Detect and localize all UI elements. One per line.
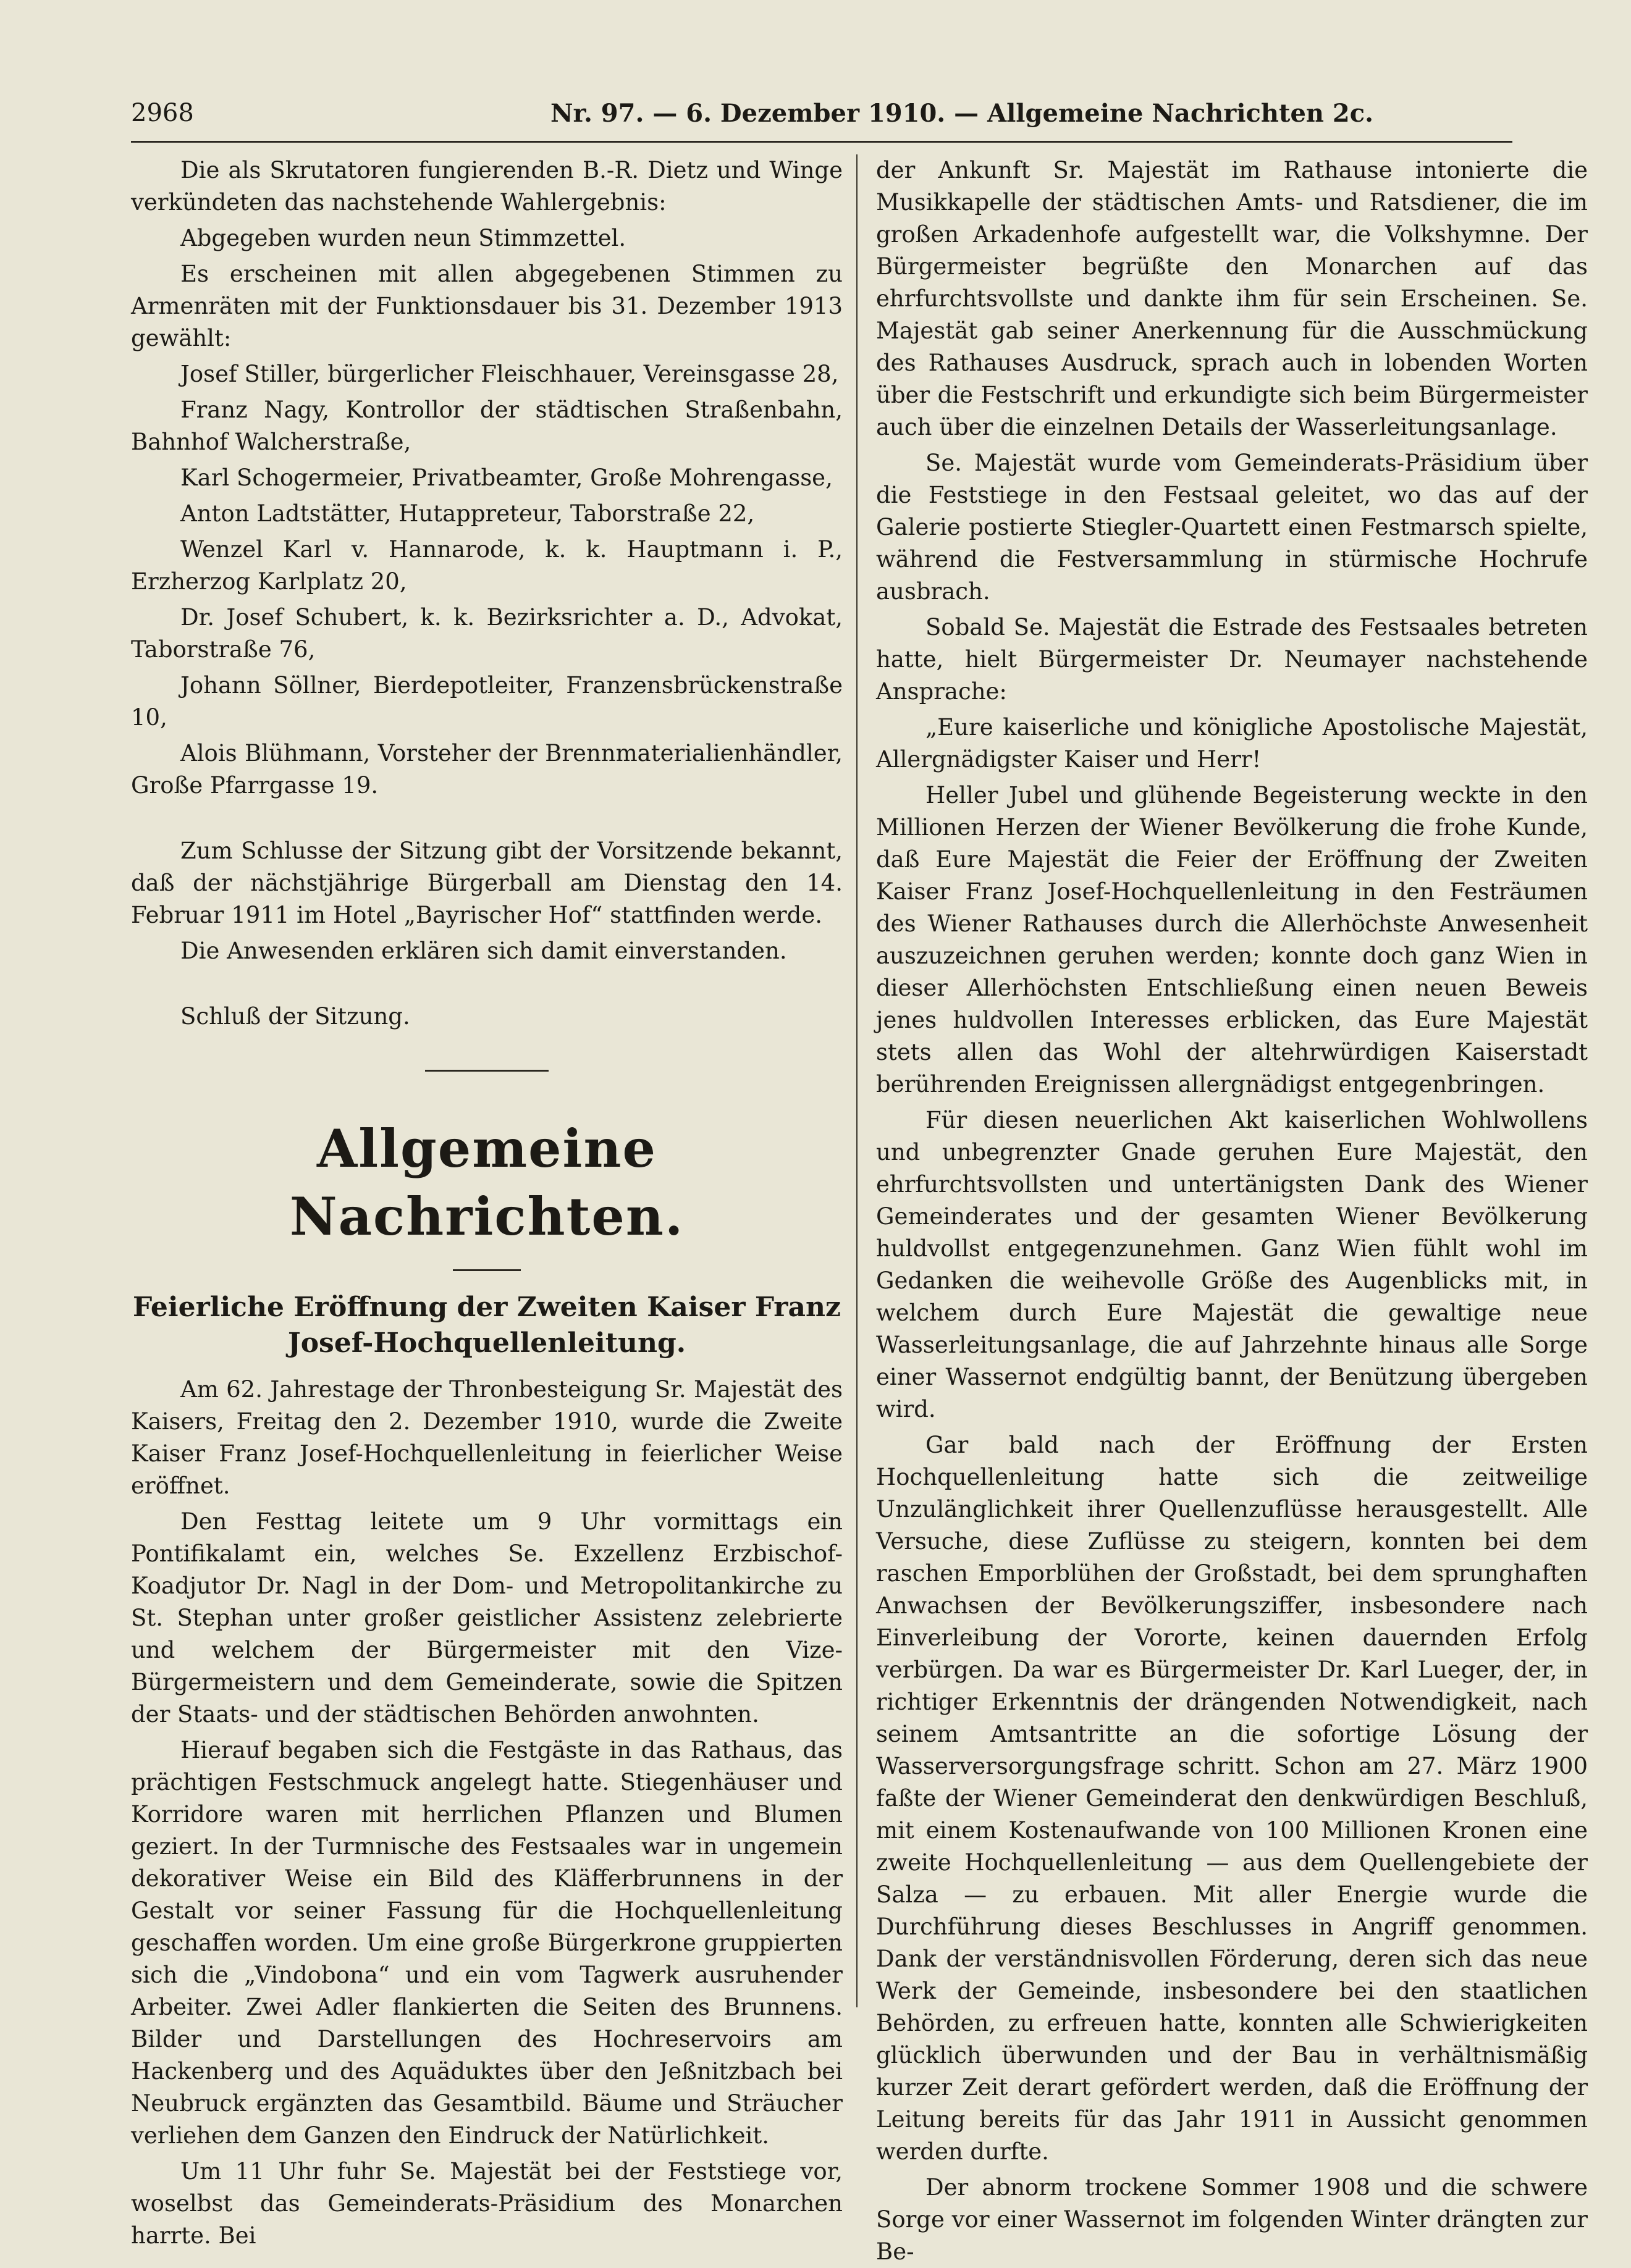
paragraph: Für diesen neuerlichen Akt kaiserlichen Wohlwollens und unbegrenzter Gnade geruhen Eure Majestät, den ehrfurchtsvollsten und untertänigsten Dank des Wiener Gemeinderates und der gesamten Wiener Bevölkerung huldvollst entgegenzunehmen. Ganz Wien fühlt wohl im Gedanken die weihevolle Größe des Augenblicks mit, in welchem durch Eure Majestät die gewaltige neue Wasserleitungsanlage, die auf Jahrzehnte hinaus alle Sorge einer Wassernot endgültig bannt, der Benützung übergeben wird. <box>876 1107 1588 1422</box>
paragraph: Am 62. Jahrestage der Thronbesteigung Sr. Majestät des Kaisers, Freitag den 2. Dezember 1910, wurde die Zweite Kaiser Franz Josef-Hochquellenleitung in feierlicher Weise eröffnet. <box>131 1376 843 1499</box>
page-number: 2968 <box>131 99 194 127</box>
election-entry: Karl Schogermeier, Privatbeamter, Große Mohrengasse, <box>180 464 833 491</box>
article-title: Feierliche Eröffnung der Zweiten Kaiser Franz Josef-Hochquellenleitung. <box>133 1292 841 1359</box>
election-entry: Josef Stiller, bürgerlicher Fleischhauer, Vereinsgasse 28, <box>180 361 839 387</box>
section-divider <box>425 1070 549 1072</box>
election-entry: Franz Nagy, Kontrollor der städtischen Straßenbahn, Bahnhof Walcherstraße, <box>131 397 843 455</box>
title-rule <box>453 1269 521 1271</box>
paragraph: Heller Jubel und glühende Begeisterung weckte in den Millionen Herzen der Wiener Bevölkerung die frohe Kunde, daß Eure Majestät die Feier der Eröffnung der Zweiten Kaiser Franz Josef-Hochquellenleitung in den Festräumen des Wiener Rathauses durch die Allerhöchste Anwesenheit auszuzeichnen geruhen werden; konnte doch ganz Wien in dieser Allerhöchsten Entschließung einen neuen Beweis jenes huldvollen Interesses erblicken, das Eure Majestät stets allen das Wohl der altehrwürdigen Kaiserstadt berührenden Ereignissen allergnädigst entgegenbringen. <box>876 782 1588 1098</box>
spacer <box>131 805 843 835</box>
speech-salutation: „Eure kaiserliche und königliche Apostolische Majestät, Allergnädigster Kaiser und Herr! <box>876 714 1588 773</box>
section-title: Allgemeine Nachrichten. <box>289 1118 685 1247</box>
election-entry: Dr. Josef Schubert, k. k. Bezirksrichter a. D., Advokat, Taborstraße 76, <box>131 604 843 663</box>
running-head: Nr. 97. — 6. Dezember 1910. — Allgemeine Nachrichten 2c. <box>550 99 1374 128</box>
election-entry: Alois Blühmann, Vorsteher der Brennmaterialienhändler, Große Pfarrgasse 19. <box>131 740 843 799</box>
header-rule <box>131 141 1512 143</box>
paragraph: Den Festtag leitete um 9 Uhr vormittags ein Pontifikalamt ein, welches Se. Exzellenz Erzbischof-Koadjutor Dr. Nagl in der Dom- und Metropolitankirche zu St. Stephan unter großer geistlicher Assistenz zelebrierte und welchem der Bürgermeister mit den Vize-Bürgermeistern und dem Gemeinderate, sowie die Spitzen der Staats- und der städtischen Behörden anwohnten. <box>131 1508 843 1728</box>
column-divider <box>856 154 858 2007</box>
page-header <box>131 99 1512 136</box>
paragraph: der Ankunft Sr. Majestät im Rathause intonierte die Musikkapelle der städtischen Amts- und Ratsdiener, die im großen Arkadenhofe aufgestellt war, die Volkshymne. Der Bürgermeister begrüßte den Monarchen auf das ehrfurchtsvollste und dankte ihm für sein Erscheinen. Se. Majestät gab seiner Anerkennung für die Ausschmückung des Rathauses Ausdruck, sprach auch in lobenden Worten über die Festschrift und erkundigte sich beim Bürgermeister auch über die einzelnen Details der Wasserleitungsanlage. <box>876 157 1588 440</box>
election-entry: Anton Ladtstätter, Hutappreteur, Taborstraße 22, <box>180 500 755 527</box>
paragraph: Abgegeben wurden neun Stimmzettel. <box>180 225 626 251</box>
election-entry: Johann Söllner, Bierdepotleiter, Franzensbrückenstraße 10, <box>131 672 843 731</box>
paragraph: Schluß der Sitzung. <box>180 1003 410 1030</box>
paragraph: Gar bald nach der Eröffnung der Ersten Hochquellenleitung hatte sich die zeitweilige Unzulänglichkeit ihrer Quellenzuflüsse herausgestellt. Alle Versuche, diese Zuflüsse zu steigern, konnten bei dem raschen Emporblühen der Großstadt, bei dem sprunghaften Anwachsen der Bevölkerungsziffer, insbesondere nach Einverleibung der Vororte, keinen dauernden Erfolg verbürgen. Da war es Bürgermeister Dr. Karl Lueger, der, in richtiger Erkenntnis der drängenden Notwendigkeit, nach seinem Amtsantritte an die sofortige Lösung der Wasserversorgungsfrage schritt. Schon am 27. März 1900 faßte der Wiener Gemeinderat den denkwürdigen Beschluß, mit einem Kostenaufwande von 100 Millionen Kronen eine zweite Hochquellenleitung — aus dem Quellengebiete der Salza — zu erbauen. Mit aller Energie wurde die Durchführung dieses Beschlusses in Angriff genommen. Dank der verständnisvollen Förderung, deren sich das neue Werk der Gemeinde, insbesondere bei den staatlichen Behörden, zu erfreuen hatte, konnten alle Schwierigkeiten glücklich überwunden und der Bau in verhältnismäßig kurzer Zeit derart gefördert werden, daß die Eröffnung der Leitung bereits für das Jahr 1911 in Aussicht genommen werden durfte. <box>876 1432 1588 2165</box>
paragraph: Hierauf begaben sich die Festgäste in das Rathaus, das prächtigen Festschmuck angelegt hatte. Stiegenhäuser und Korridore waren mit herrlichen Pflanzen und Blumen geziert. In der Turmnische des Festsaales war in ungemein dekorativer Weise ein Bild des Kläfferbrunnens in der Gestalt vor seiner Fassung für die Hochquellenleitung geschaffen worden. Um eine große Bürgerkrone gruppierten sich die „Vindobona“ und ein vom Tagwerk ausruhender Arbeiter. Zwei Adler flankierten die Seiten des Brunnens. Bilder und Darstellungen des Hochreservoirs am Hackenberg und des Aquäduktes über den Jeßnitzbach bei Neubruck ergänzten das Gesamtbild. Bäume und Sträucher verliehen dem Ganzen den Eindruck der Natürlichkeit. <box>131 1737 843 2149</box>
left-column <box>131 154 843 2256</box>
paragraph: Die als Skrutatoren fungierenden B.-R. Dietz und Winge verkündeten das nachstehende Wahlergebnis: <box>131 157 843 216</box>
paragraph: Die Anwesenden erklären sich damit einverstanden. <box>180 938 787 964</box>
paragraph: Es erscheinen mit allen abgegebenen Stimmen zu Armenräten mit der Funktionsdauer bis 31. Dezember 1913 gewählt: <box>131 261 843 351</box>
election-entry: Wenzel Karl v. Hannarode, k. k. Hauptmann i. P., Erzherzog Karlplatz 20, <box>131 536 843 595</box>
paragraph: Zum Schlusse der Sitzung gibt der Vorsitzende bekannt, daß der nächstjährige Bürgerball am Dienstag den 14. Februar 1911 im Hotel „Bayrischer Hof“ stattfinden werde. <box>131 838 843 928</box>
paragraph: Sobald Se. Majestät die Estrade des Festsaales betreten hatte, hielt Bürgermeister Dr. Neumayer nachstehende Ansprache: <box>876 614 1588 705</box>
paragraph: Um 11 Uhr fuhr Se. Majestät bei der Feststiege vor, woselbst das Gemeinderats-Präsidium des Monarchen harrte. Bei <box>131 2158 843 2249</box>
paragraph: Se. Majestät wurde vom Gemeinderats-Präsidium über die Feststiege in den Festsaal geleitet, wo das auf der Galerie postierte Stiegler-Quartett einen Festmarsch spielte, während die Festversammlung in stürmische Hochrufe ausbrach. <box>876 450 1588 605</box>
spacer <box>131 971 843 1001</box>
right-column <box>876 154 1588 2265</box>
paragraph: Der abnorm trockene Sommer 1908 und die schwere Sorge vor einer Wassernot im folgenden Winter drängten zur Be- <box>876 2174 1588 2265</box>
